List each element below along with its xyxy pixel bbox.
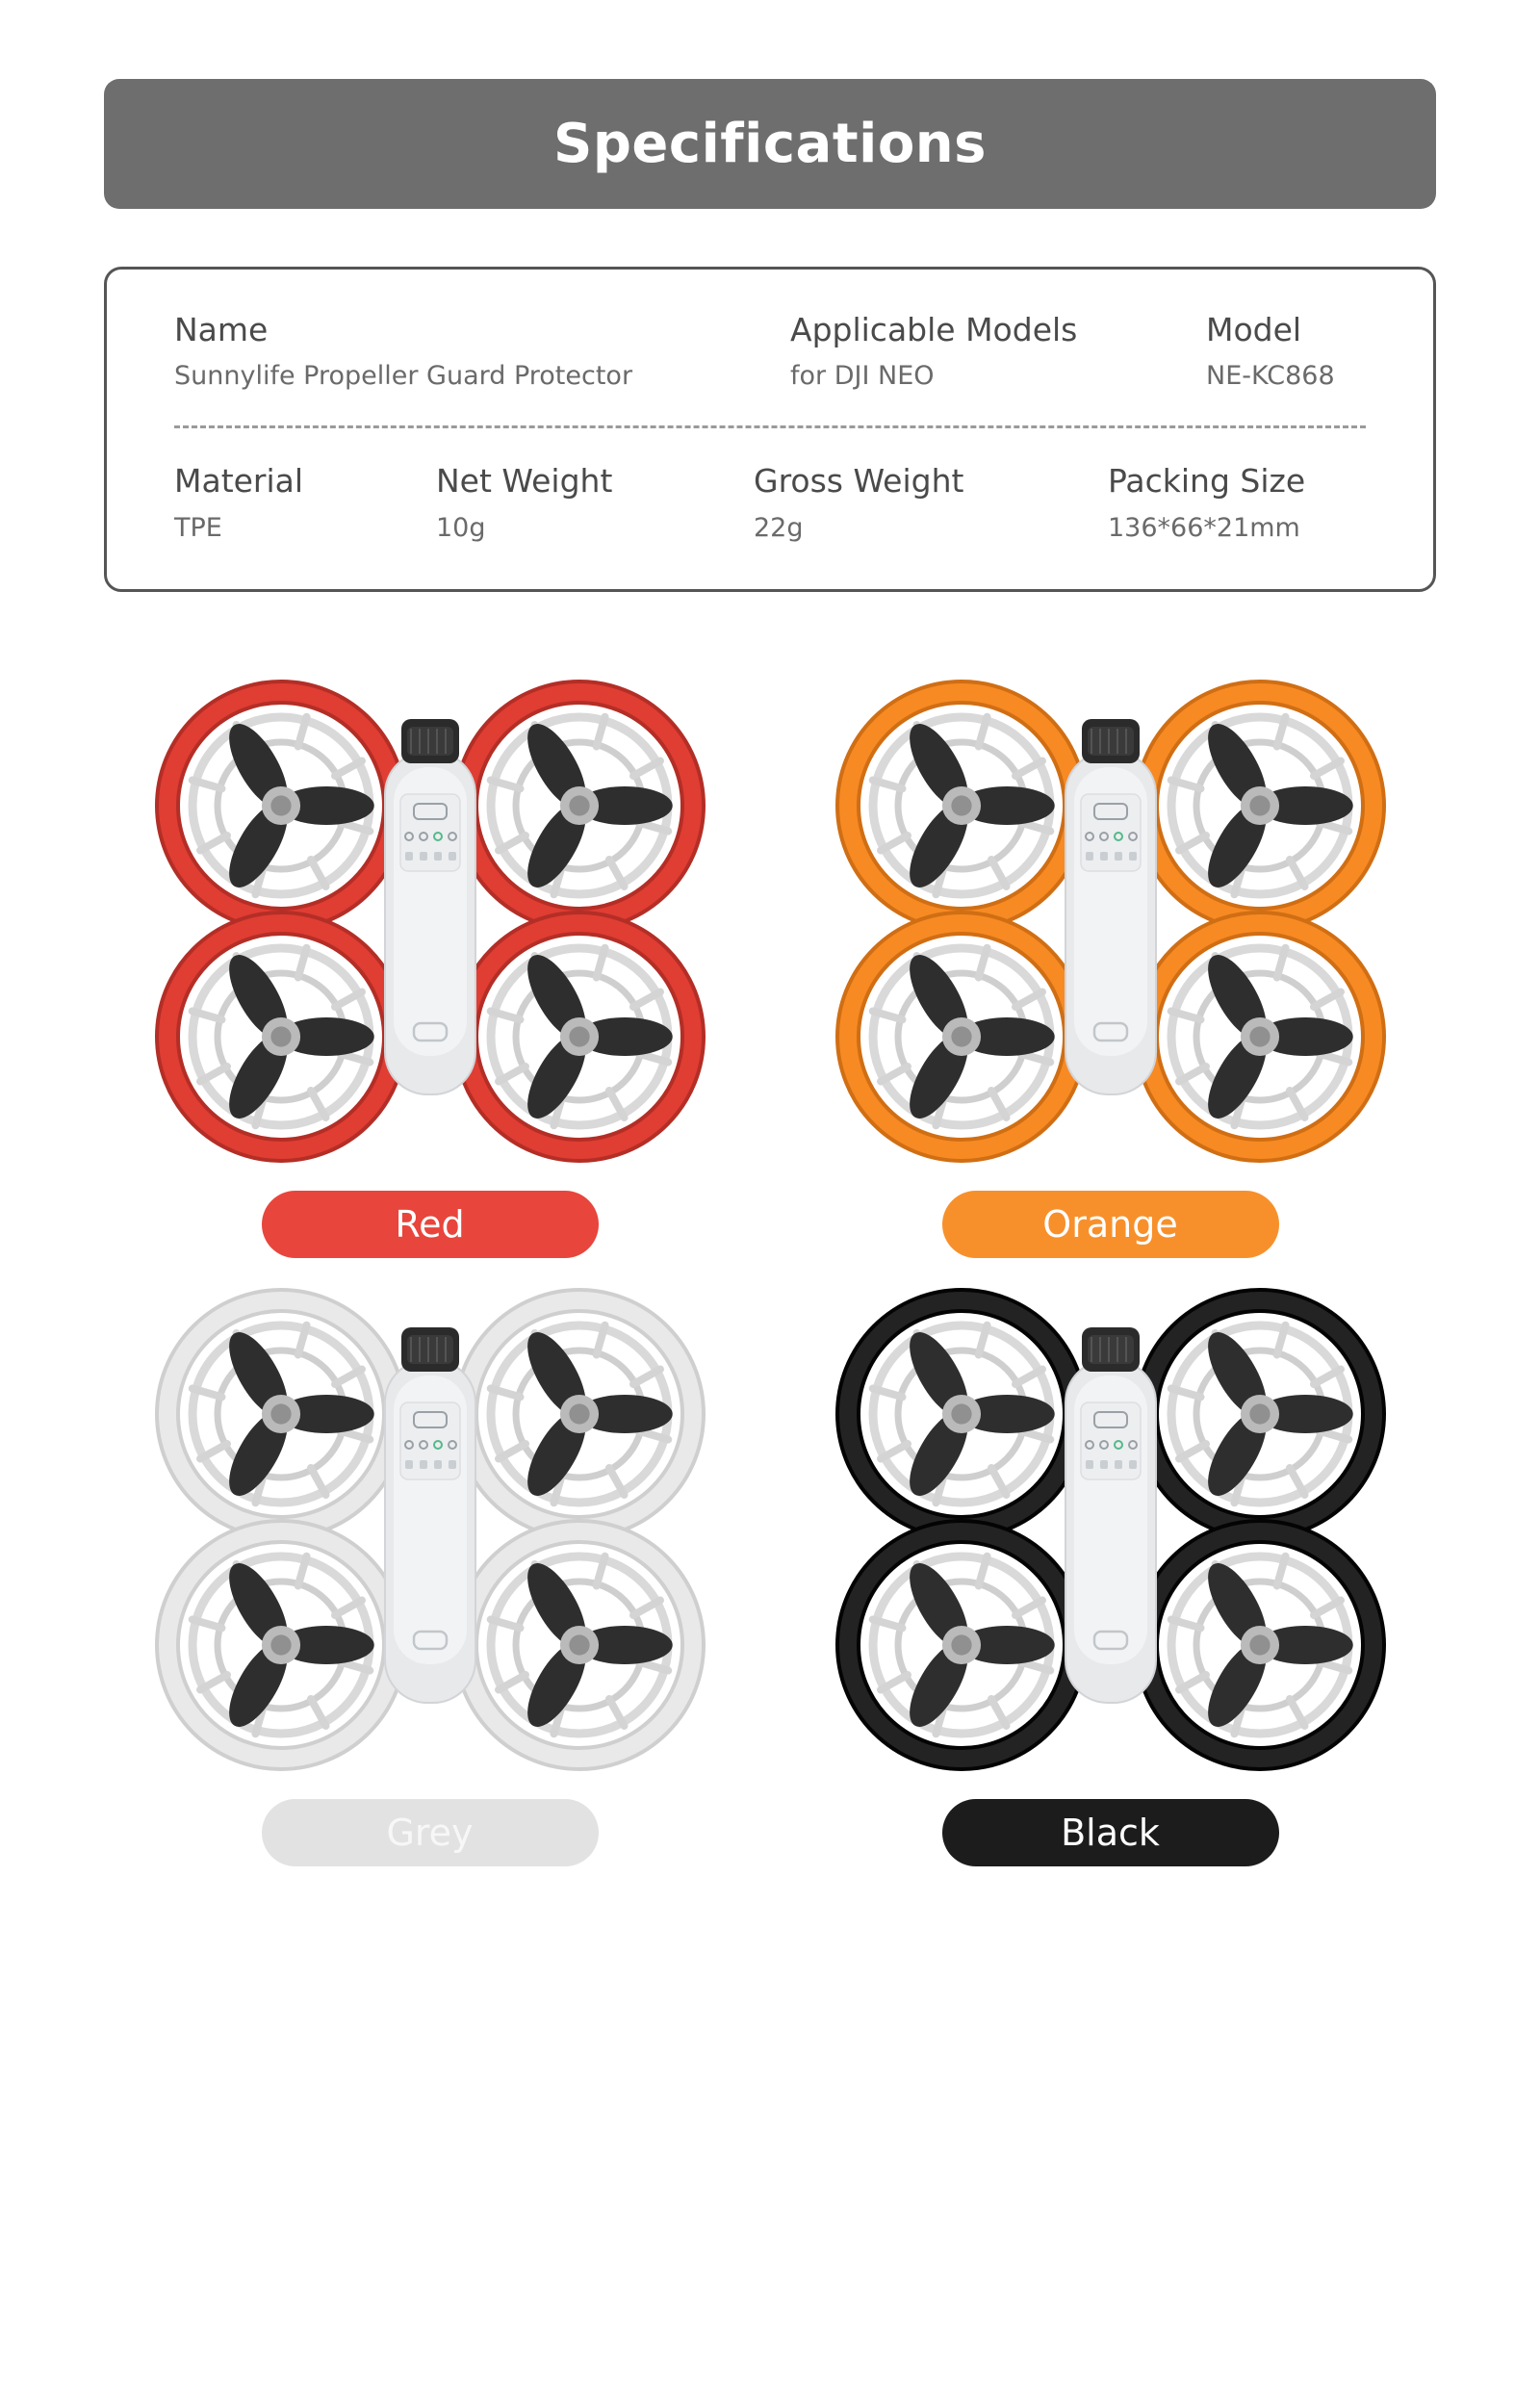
spec-cell-name bbox=[174, 310, 790, 391]
spec-cell-material bbox=[174, 461, 436, 542]
spec-value-model: NE-KC868 bbox=[1206, 361, 1335, 392]
spec-value-packing-size: 136*66*21mm bbox=[1108, 512, 1300, 543]
color-badge-label-grey: Grey bbox=[386, 1811, 474, 1854]
spec-label-gross-weight: Gross Weight bbox=[754, 462, 964, 501]
spec-row-1 bbox=[174, 310, 1366, 391]
spec-cell-net-weight bbox=[436, 461, 754, 542]
spec-cell-gross-weight bbox=[754, 461, 1108, 542]
spec-label-model: Model bbox=[1206, 311, 1302, 348]
specifications-table bbox=[104, 267, 1436, 592]
specifications-banner bbox=[104, 79, 1436, 209]
spec-cell-model bbox=[1206, 310, 1335, 391]
product-variant-red[interactable] bbox=[104, 659, 756, 1258]
spec-label-applicable-models: Applicable Models bbox=[790, 311, 1078, 348]
spec-row-2 bbox=[174, 461, 1366, 542]
color-badge-orange[interactable] bbox=[942, 1191, 1279, 1258]
spec-label-packing-size: Packing Size bbox=[1108, 462, 1306, 501]
spec-value-name: Sunnylife Propeller Guard Protector bbox=[174, 361, 633, 392]
spec-cell-packing-size bbox=[1108, 461, 1305, 542]
drone-image-black bbox=[793, 1268, 1428, 1787]
spec-value-applicable-models: for DJI NEO bbox=[790, 361, 935, 392]
color-badge-grey[interactable] bbox=[262, 1799, 599, 1866]
spec-cell-applicable-models bbox=[790, 310, 1206, 391]
product-variant-black[interactable] bbox=[784, 1268, 1436, 1866]
specifications-page bbox=[0, 79, 1540, 2391]
spec-value-net-weight: 10g bbox=[436, 512, 486, 543]
page-title: Specifications bbox=[553, 113, 987, 175]
spec-divider bbox=[174, 425, 1366, 428]
drone-image-orange bbox=[793, 659, 1428, 1179]
product-variant-grey[interactable] bbox=[104, 1268, 756, 1866]
spec-value-material: TPE bbox=[174, 512, 222, 543]
product-color-variants bbox=[104, 659, 1436, 1866]
color-badge-label-red: Red bbox=[395, 1202, 465, 1246]
spec-label-material: Material bbox=[174, 462, 304, 501]
color-badge-label-black: Black bbox=[1061, 1811, 1160, 1854]
drone-image-red bbox=[113, 659, 748, 1179]
color-badge-label-orange: Orange bbox=[1042, 1202, 1178, 1246]
product-variant-orange[interactable] bbox=[784, 659, 1436, 1258]
color-badge-red[interactable] bbox=[262, 1191, 599, 1258]
color-badge-black[interactable] bbox=[942, 1799, 1279, 1866]
spec-label-net-weight: Net Weight bbox=[436, 462, 613, 501]
spec-label-name: Name bbox=[174, 311, 269, 348]
drone-image-grey bbox=[113, 1268, 748, 1787]
spec-value-gross-weight: 22g bbox=[754, 512, 804, 543]
